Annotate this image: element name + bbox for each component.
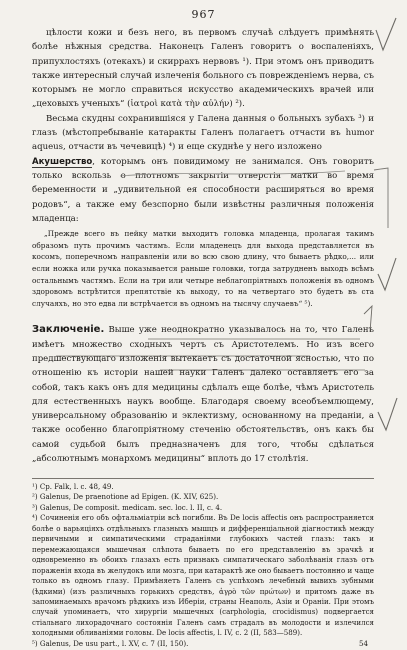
footnotes	[32, 478, 374, 649]
conclusion-heading: Заключеніе.	[32, 324, 105, 336]
pencil-check-1	[376, 18, 396, 50]
footnote-5: ⁵) Galenus, De usu part., l. XV, c. 7 (II, 150).	[32, 638, 189, 648]
paragraph-teeth-eyes: Весьма скудны сохранившіяся у Галена данныя о больныхъ зубахъ ³) и глазъ (мѣстопребываніе катаракты Галенъ полагаетъ отчасти въ humor aqueus, отчасти въ чечевицѣ) ⁴) и еще скуднѣе у него изложено	[32, 113, 374, 153]
footnote-1: ¹) Ср. Falk, l. c. 48, 49.	[32, 482, 114, 491]
footnote-2: ²) Galenus, De praenotione ad Epigen. (K. XIV, 625).	[32, 492, 219, 502]
signature-mark: 54	[359, 638, 368, 648]
footnote-4: ⁴) Сочиненія его объ офтальміатріи всѣ погибли. Въ De locis affectis онъ распространяется болѣе о варьяціяхъ отдѣльныхъ глазныхъ мышцъ и дифференціальной діагностикѣ между первичными и симпатическими страданіями глубокихъ частей глазъ: такъ и перемежающаяся мышечная слѣпота бываетъ по его представленію въ зрачкѣ и одновременно въ обоихъ глазахъ есть признакъ симпатическаго заболѣванія глазъ отъ пораженія входа въ желудокъ или мозга, при катарактѣ же оно бываетъ постоянно и чаще только въ одномъ глазу. Примѣняетъ Галенъ съ успѣхомъ лечебный вывихъ зубными (ѣдкими) (изъ различныхъ горькихъ средствъ, ἀγρὸ τῶν πρώτων) и притомъ даже въ запоминаемыхъ врачомъ рѣдкихъ изъ Иберіи, страны Неаполь, Азіи и Ораніи. При этомъ случай упоминаетъ, что хирургіи мышечных (carphologia, crocidismus) подвергается стіальнаго лихорадочнаго состоянія Галенъ самъ страдалъ въ молодости и излечился холодными обливаніями головы. De locis affectis, l. IV, c. 2 (II, 583—589).	[32, 513, 374, 638]
footnote-3: ³) Galenus, De composit. medicam. sec. loc. l. II, c. 4.	[32, 502, 223, 512]
obstetrics-text: , которымъ онъ повидимому не занимался. Онъ говоритъ только вскользь о плотномъ закрытіи отверстія матки во время беременности и „удивительной ея способности расширяться во время родовъ“, а также ему безспорно были извѣстны различныя положенія младенца:	[32, 156, 374, 224]
pencil-check-2	[378, 258, 396, 290]
block-quote: „Прежде всего въ пейку матки выходитъ головка младенца, пролагая такимъ образомъ путь прочимъ частямъ. Если младенецъ для выхода представляется въ косомъ, поперечномъ направленіи или во всю свою длину, что бываетъ рѣдко,... или если ножка или ручка показывается раньше головки, тогда затрудненъ выходъ всѣмъ остальнымъ частямъ. Если на три или четыре неблагопріятныхъ положенія въ одномъ здоровомъ встрѣтится препятствіе къ выходу, то на четвертаго это будетъ въ ста случаяхъ, но это едва ли встрѣчается въ одномъ на тысячу случаевъ“ ⁵).	[32, 229, 374, 308]
main-text	[32, 26, 374, 466]
obstetrics-heading: Акушерство	[32, 156, 93, 167]
paragraph-conclusion	[32, 323, 374, 466]
conclusion-text: Выше уже неоднократно указывалось на то, что Галенъ имѣетъ множество сходныхъ чертъ съ Аристотелемъ. Но изъ всего предшествующаго изложенія вытекаетъ съ достаточной ясностью, что по отношенію къ исторіи нашей науки Галенъ далеко оставляетъ его за собой, такъ какъ онъ для медицины сдѣлалъ еще болѣе, чѣмъ Аристотель для естественныхъ наукъ вообще. Благодаря своему всеобъемлющему, универсальному образованію и эклектизму, основанному на преданіи, а также особенно благопріятному стеченію обстоятельствъ, онъ какъ бы самой судьбой былъ предназначенъ для того, чтобы сдѣлаться „абсолютнымъ монархомъ медицины“ вплоть до 17 столѣтія.	[32, 325, 374, 464]
paragraph-nerves: цѣлости кожи и безъ него, въ первомъ случаѣ слѣдуетъ примѣнять болѣе нѣжныя средства. Наконецъ Галенъ говоритъ о воспаленіяхъ, припухлостяхъ (отекахъ) и скиррахъ нервовъ ¹). При этомъ онъ приводитъ также интересный случай излеченія больного съ поврежденіемъ нерва, съ которымъ не могло справиться искусство академическихъ врачей или „цеховыхъ ученыхъ“ (ἰατροὶ κατὰ τὴν αὐλήν) ²).	[32, 28, 374, 110]
pencil-bracket	[374, 168, 388, 228]
paragraph-obstetrics	[32, 155, 374, 226]
pencil-check-3	[378, 398, 397, 430]
page-number: 967	[191, 8, 216, 21]
